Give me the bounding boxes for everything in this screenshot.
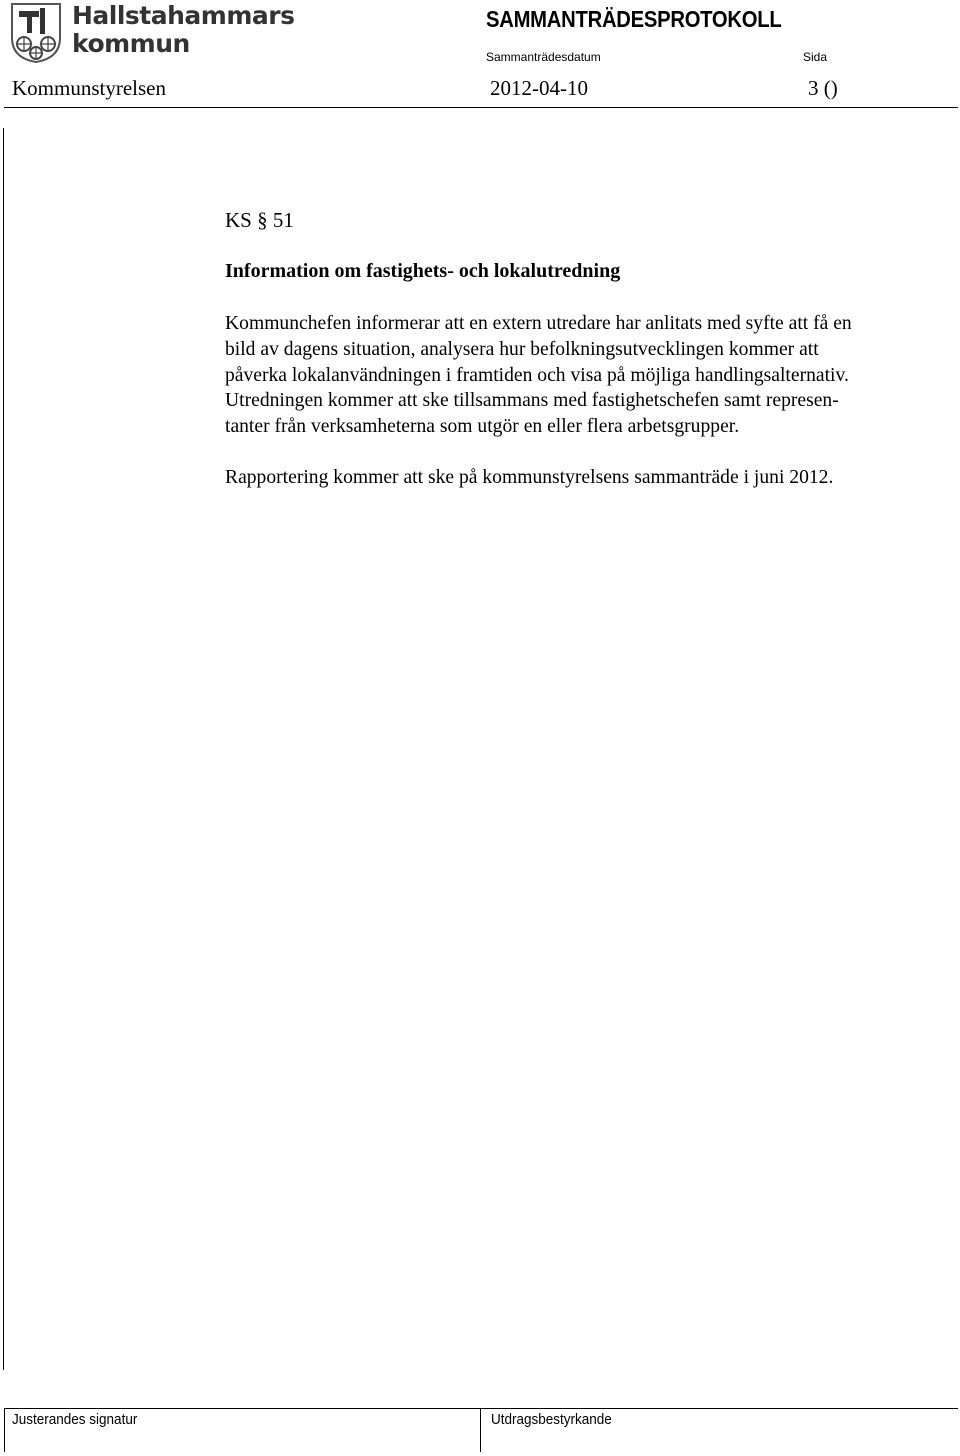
document-type-title: SAMMANTRÄDESPROTOKOLL: [486, 6, 782, 32]
body-paragraph: [225, 311, 960, 440]
closing-line: Rapportering kommer att ske på kommunstyrelsens sammanträde i juni 2012.: [225, 467, 834, 488]
section-number: KS § 51: [225, 208, 294, 232]
excerpt-certification-label: Utdragsbestyrkande: [491, 1411, 612, 1428]
paragraph-line: Utredningen kommer att ske tillsammans med fastighetschefen samt represen-: [225, 390, 839, 412]
coat-of-arms-icon: [10, 2, 62, 64]
paragraph-line: bild av dagens situation, analysera hur befolkningsutvecklingen kommer att: [225, 338, 819, 360]
committee-name: Kommunstyrelsen: [12, 76, 166, 100]
meeting-date: 2012-04-10: [490, 76, 588, 100]
paragraph-line: påverka lokalanvändningen i framtiden och visa på möjliga handlingsalternativ.: [225, 364, 849, 386]
signature-label: Justerandes signatur: [12, 1411, 138, 1428]
page-label: Sida: [803, 50, 828, 64]
logo-wordmark: [72, 2, 294, 58]
closing-paragraph: [225, 465, 833, 491]
footer-divider: [4, 1408, 958, 1409]
section-title: Information om fastighets- och lokalutredning: [225, 260, 621, 282]
left-margin-line: [3, 128, 4, 1370]
paragraph-line: Kommunchefen informerar att en extern utredare har anlitats med syfte att få en: [225, 313, 852, 334]
footer-left-border: [4, 1408, 5, 1452]
page-number: 3 (): [808, 76, 838, 100]
municipality-logo: [10, 1, 295, 66]
footer-column-divider: [480, 1408, 481, 1452]
header-divider: [4, 107, 958, 108]
meeting-date-label: Sammanträdesdatum: [486, 50, 601, 64]
paragraph-line: tanter från verksamheterna som utgör en eller flera arbetsgrupper.: [225, 416, 740, 438]
logo-line-1: Hallstahammars: [72, 1, 295, 30]
logo-line-2: kommun: [72, 29, 190, 58]
